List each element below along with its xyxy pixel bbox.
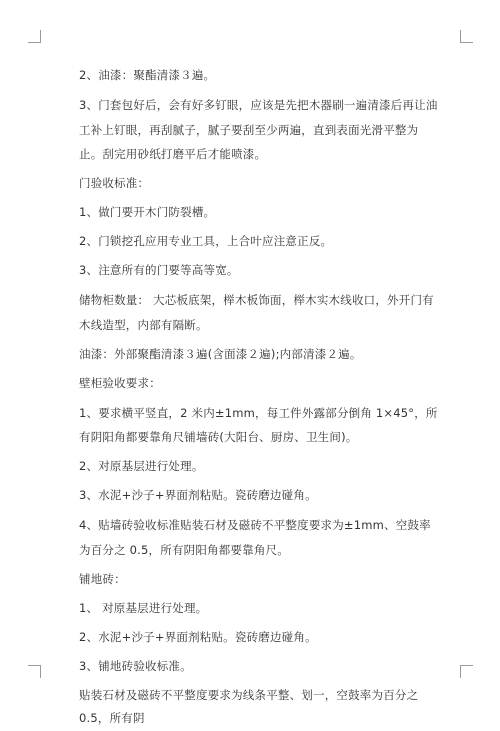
paragraph: 3、铺地砖验收标准。	[79, 658, 192, 673]
document-body	[79, 64, 439, 731]
paragraph: 4、贴墙砖验收标准贴装石材及磁砖不平整度要求为±1mm、空鼓率为百分之 0.5，所有阴阳角都要靠角尺。	[79, 518, 431, 557]
paragraph: 3、注意所有的门要等高等宽。	[79, 263, 239, 277]
paragraph: 2、油漆：聚酯清漆３遍。	[79, 68, 216, 82]
paragraph: 1、要求横平竖直，2 米内±1mm，每工件外露部分倒角 1×45°，所有阴阳角都要靠角尺铺墙砖(大阳台、厨房、卫生间)。	[79, 405, 438, 444]
paragraph: 1、 对原基层进行处理。	[79, 600, 208, 615]
paragraph: 油漆：外部聚酯清漆３遍(含面漆２遍);内部清漆２遍。	[79, 346, 362, 361]
paragraph: 3、水泥+沙子+界面剂粘贴。瓷砖磨边碰角。	[79, 488, 317, 502]
paragraph: 2、水泥+沙子+界面剂粘贴。瓷砖磨边碰角。	[79, 629, 317, 644]
crop-mark-top-left	[28, 30, 41, 43]
paragraph: 2、门锁挖孔应用专业工具，上合叶应注意正反。	[79, 234, 333, 248]
crop-mark-top-right	[460, 30, 473, 43]
crop-mark-bottom-left	[28, 665, 41, 678]
section-heading: 壁柜验收要求：	[79, 375, 161, 390]
paragraph: 3、门套包好后，会有好多钉眼，应该是先把木器刷一遍清漆后再让油工补上钉眼，再刮腻子，腻子要刮至少两遍，直到表面光滑平整为止。刮完用砂纸打磨平后才能喷漆。	[79, 98, 438, 161]
paragraph: 1、做门要开木门防裂槽。	[79, 205, 216, 219]
section-heading: 门验收标准：	[79, 176, 150, 190]
crop-mark-bottom-right	[460, 665, 473, 678]
paragraph: 储物柜数量： 大芯板底架，榉木板饰面，榉木实木线收口，外开门有木线造型，内部有隔断。	[79, 293, 434, 332]
paragraph: 2、对原基层进行处理。	[79, 459, 204, 473]
paragraph: 贴装石材及磁砖不平整度要求为线条平整、划一，空鼓率为百分之 0.5，所有阴	[79, 687, 419, 725]
section-heading: 铺地砖：	[79, 571, 126, 586]
